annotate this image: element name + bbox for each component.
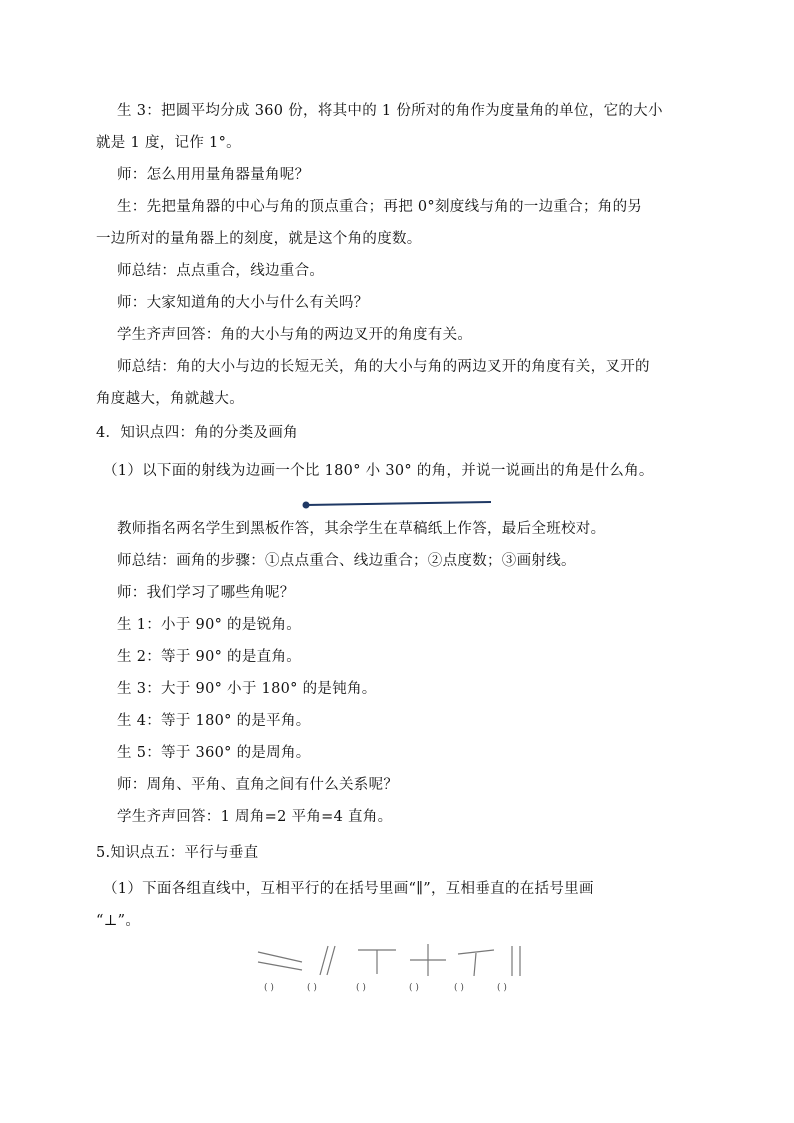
paragraph-class-answer: 学生齐声回答：角的大小与角的两边叉开的角度有关。 [117,327,473,343]
answer-blank-6[interactable]: ( ) [497,983,507,993]
paragraph-teacher-summary: 师总结：点点重合，线边重合。 [117,263,325,279]
section-4-question: （1）以下面的射线为边画一个比 180° 小 30° 的角，并说一说画出的角是什么角。 [103,463,654,479]
paragraph-student3-line2: 就是 1 度，记作 1°。 [96,135,241,151]
section-4-heading: 4．知识点四：角的分类及画角 [96,425,298,441]
s4-line-6: 生 3：大于 90° 小于 180° 的是钝角。 [117,681,377,697]
line-pair-6 [512,946,520,976]
answer-blank-3[interactable]: ( ) [356,983,366,993]
s4-line-3: 师：我们学习了哪些角呢？ [117,585,295,601]
paragraph-summary2-line1: 师总结：角的大小与边的长短无关，角的大小与角的两边叉开的角度有关，叉开的 [117,359,650,375]
paragraph-student-answer-line2: 一边所对的量角器上的刻度，就是这个角的度数。 [96,231,422,247]
answer-blank-2[interactable]: ( ) [307,983,317,993]
s4-line-1: 教师指名两名学生到黑板作答，其余学生在草稿纸上作答，最后全班校对。 [117,521,606,537]
line-pair-3 [358,950,396,974]
s4-line-8: 生 5：等于 360° 的是周角。 [117,745,311,761]
answer-blank-4[interactable]: ( ) [409,983,419,993]
section-5-heading: 5.知识点五：平行与垂直 [96,845,259,861]
answer-blank-5[interactable]: ( ) [454,983,464,993]
paragraph-teacher-question: 师：怎么用用量角器量角呢？ [117,167,310,183]
paragraph-student3-line1: 生 3：把圆平均分成 360 份，将其中的 1 份所对的角作为度量角的单位，它的大小 [117,103,663,119]
ray-figure [300,498,496,512]
s4-line-2: 师总结：画角的步骤：①点点重合、线边重合；②点度数；③画射线。 [117,553,576,569]
s4-line-5: 生 2：等于 90° 的是直角。 [117,649,302,665]
line-pairs-figure [250,940,540,985]
ray-line [306,502,491,505]
paragraph-teacher-question2: 师：大家知道角的大小与什么有关吗？ [117,295,369,311]
s4-line-10: 学生齐声回答：1 周角=2 平角=4 直角。 [117,809,393,825]
line-pair-2 [320,946,335,975]
line-pair-4 [410,944,446,976]
s4-line-7: 生 4：等于 180° 的是平角。 [117,713,311,729]
answer-blank-1[interactable]: ( ) [264,983,274,993]
paragraph-student-answer-line1: 生：先把量角器的中心与角的顶点重合；再把 0°刻度线与角的一边重合；角的另 [117,199,643,215]
s4-line-4: 生 1：小于 90° 的是锐角。 [117,617,302,633]
line-pair-1 [258,952,302,970]
line-pair-5 [458,950,494,976]
section-5-question-line2: “⊥”。 [96,913,141,929]
s4-line-9: 师：周角、平角、直角之间有什么关系呢？ [117,777,399,793]
section-5-question-line1: （1）下面各组直线中，互相平行的在括号里画“∥”，互相垂直的在括号里画 [103,881,594,897]
paragraph-summary2-line2: 角度越大，角就越大。 [96,391,244,407]
